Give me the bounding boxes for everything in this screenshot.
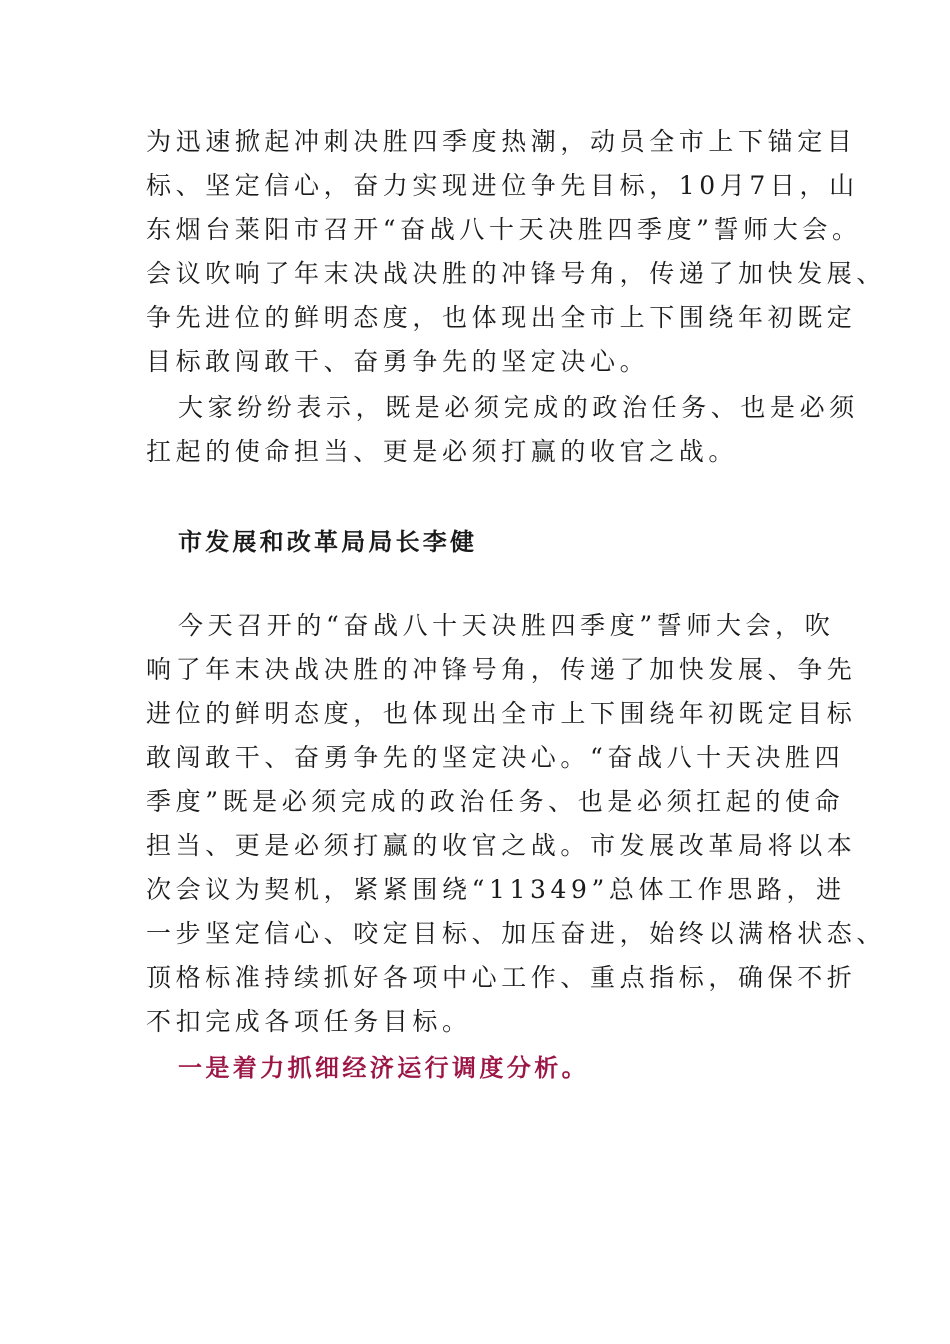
paragraph-line: 标、坚定信心，奋力实现进位争先目标，10月7日，山 bbox=[146, 171, 859, 200]
paragraph-line: 进位的鲜明态度，也体现出全市上下围绕年初既定目标 bbox=[146, 699, 857, 728]
speech-paragraph bbox=[146, 604, 887, 1044]
paragraph-line: 季度”既是必须完成的政治任务、也是必须扛起的使命 bbox=[146, 787, 845, 816]
paragraph-line: 东烟台莱阳市召开“奋战八十天决胜四季度”誓师大会。 bbox=[146, 215, 862, 244]
paragraph-line: 担当、更是必须打赢的收官之战。市发展改革局将以本 bbox=[146, 831, 857, 860]
paragraph-line: 大家纷纷表示，既是必须完成的政治任务、也是必须 bbox=[178, 393, 859, 422]
paragraph-line: 敢闯敢干、奋勇争先的坚定决心。“奋战八十天决胜四 bbox=[146, 743, 845, 772]
paragraph-line: 扛起的使命担当、更是必须打赢的收官之战。 bbox=[146, 437, 739, 466]
paragraph-line: 不扣完成各项任务目标。 bbox=[146, 1007, 472, 1036]
paragraph-line: 响了年末决战决胜的冲锋号角，传递了加快发展、争先 bbox=[146, 655, 857, 684]
paragraph-line: 顶格标准持续抓好各项中心工作、重点指标，确保不折 bbox=[146, 963, 857, 992]
document-body bbox=[146, 120, 887, 1090]
first-point-heading: 一是着力抓细经济运行调度分析。 bbox=[178, 1054, 589, 1082]
summary-paragraph bbox=[146, 386, 859, 474]
speaker-heading: 市发展和改革局局长李健 bbox=[178, 528, 478, 556]
paragraph-line: 争先进位的鲜明态度，也体现出全市上下围绕年初既定 bbox=[146, 303, 857, 332]
paragraph-line: 会议吹响了年末决战决胜的冲锋号角，传递了加快发展、 bbox=[146, 259, 887, 288]
intro-paragraph bbox=[146, 120, 887, 384]
paragraph-line: 今天召开的“奋战八十天决胜四季度”誓师大会，吹 bbox=[178, 611, 835, 640]
paragraph-line: 次会议为契机，紧紧围绕“11349”总体工作思路，进 bbox=[146, 875, 846, 904]
paragraph-line: 为迅速掀起冲刺决胜四季度热潮，动员全市上下锚定目 bbox=[146, 127, 857, 156]
paragraph-line: 一步坚定信心、咬定目标、加压奋进，始终以满格状态、 bbox=[146, 919, 887, 948]
paragraph-line: 目标敢闯敢干、奋勇争先的坚定决心。 bbox=[146, 347, 650, 376]
